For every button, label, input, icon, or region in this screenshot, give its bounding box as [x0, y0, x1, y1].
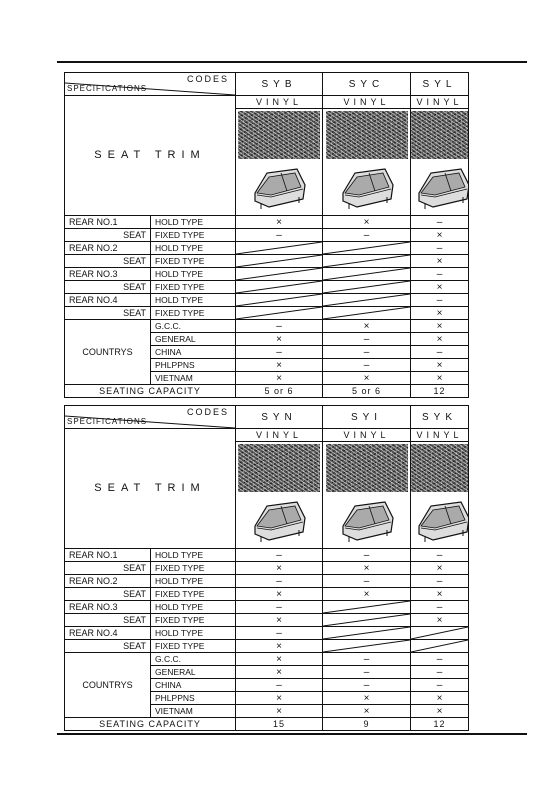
- seating-capacity-value: 12: [411, 718, 469, 731]
- rear-group-label: REAR NO.1: [65, 549, 151, 562]
- country-label: CHINA: [151, 679, 236, 692]
- country-label: G.C.C.: [151, 320, 236, 333]
- seating-capacity-value: 5 or 6: [236, 385, 323, 398]
- value-cell: –: [411, 549, 469, 562]
- hold-type-label: HOLD TYPE: [151, 294, 236, 307]
- not-applicable-cell: [236, 281, 323, 294]
- value-cell: ×: [236, 216, 323, 229]
- fixed-type-label: FIXED TYPE: [151, 255, 236, 268]
- value-cell: ×: [411, 562, 469, 575]
- trim-sample-cell: [411, 429, 469, 549]
- seating-capacity-value: 9: [323, 718, 411, 731]
- value-cell: ×: [236, 333, 323, 346]
- hold-type-label: HOLD TYPE: [151, 268, 236, 281]
- fixed-type-label: FIXED TYPE: [151, 614, 236, 627]
- value-cell: –: [236, 627, 323, 640]
- value-cell: ×: [323, 372, 411, 385]
- codes-specifications-header: [65, 73, 236, 96]
- fixed-type-label: FIXED TYPE: [151, 307, 236, 320]
- value-cell: ×: [411, 372, 469, 385]
- seating-capacity-label: SEATING CAPACITY: [65, 718, 236, 731]
- seat-label: SEAT: [65, 588, 151, 601]
- rear-group-label: REAR NO.3: [65, 268, 151, 281]
- not-applicable-cell: [323, 281, 411, 294]
- seat-label: SEAT: [65, 229, 151, 242]
- value-cell: ×: [411, 588, 469, 601]
- hold-type-label: HOLD TYPE: [151, 242, 236, 255]
- country-label: GENERAL: [151, 333, 236, 346]
- not-applicable-cell: [236, 268, 323, 281]
- value-cell: –: [236, 320, 323, 333]
- value-cell: –: [411, 601, 469, 614]
- not-applicable-cell: [236, 242, 323, 255]
- country-label: GENERAL: [151, 666, 236, 679]
- code-header: SYB: [236, 73, 323, 96]
- hold-type-label: HOLD TYPE: [151, 216, 236, 229]
- spec-table-1: [64, 72, 469, 398]
- value-cell: ×: [323, 692, 411, 705]
- value-cell: –: [323, 549, 411, 562]
- specifications-label: SPECIFICATIONS: [67, 84, 148, 93]
- rear-group-label: REAR NO.4: [65, 294, 151, 307]
- value-cell: –: [411, 679, 469, 692]
- trim-sample-cell: [411, 96, 469, 216]
- fixed-type-label: FIXED TYPE: [151, 562, 236, 575]
- country-label: G.C.C.: [151, 653, 236, 666]
- rear-group-label: REAR NO.2: [65, 242, 151, 255]
- countrys-label: COUNTRYS: [65, 653, 151, 718]
- codes-label: CODES: [186, 407, 229, 417]
- not-applicable-cell: [323, 294, 411, 307]
- material-label: VINYL: [236, 96, 322, 109]
- vinyl-texture-swatch: [411, 444, 469, 492]
- fixed-type-label: FIXED TYPE: [151, 281, 236, 294]
- seat-illustration-icon: [335, 163, 399, 213]
- value-cell: –: [323, 653, 411, 666]
- value-cell: ×: [323, 320, 411, 333]
- value-cell: ×: [411, 692, 469, 705]
- value-cell: –: [236, 229, 323, 242]
- value-cell: ×: [236, 705, 323, 718]
- value-cell: ×: [236, 562, 323, 575]
- value-cell: ×: [236, 653, 323, 666]
- value-cell: ×: [411, 333, 469, 346]
- seat-label: SEAT: [65, 640, 151, 653]
- hold-type-label: HOLD TYPE: [151, 549, 236, 562]
- fixed-type-label: FIXED TYPE: [151, 588, 236, 601]
- fixed-type-label: FIXED TYPE: [151, 229, 236, 242]
- value-cell: –: [236, 549, 323, 562]
- rear-group-label: REAR NO.2: [65, 575, 151, 588]
- hold-type-label: HOLD TYPE: [151, 601, 236, 614]
- vinyl-texture-swatch: [411, 111, 469, 159]
- seating-capacity-value: 12: [411, 385, 469, 398]
- specifications-label: SPECIFICATIONS: [67, 417, 148, 426]
- value-cell: ×: [411, 359, 469, 372]
- country-label: PHLPPNS: [151, 359, 236, 372]
- material-label: VINYL: [323, 96, 410, 109]
- value-cell: –: [411, 294, 469, 307]
- not-applicable-cell: [411, 627, 469, 640]
- value-cell: ×: [323, 588, 411, 601]
- value-cell: –: [411, 666, 469, 679]
- not-applicable-cell: [236, 255, 323, 268]
- seat-label: SEAT: [65, 255, 151, 268]
- value-cell: –: [323, 575, 411, 588]
- country-label: PHLPPNS: [151, 692, 236, 705]
- value-cell: ×: [411, 281, 469, 294]
- seat-label: SEAT: [65, 307, 151, 320]
- value-cell: ×: [411, 320, 469, 333]
- value-cell: –: [411, 242, 469, 255]
- rear-group-label: REAR NO.3: [65, 601, 151, 614]
- value-cell: ×: [236, 359, 323, 372]
- not-applicable-cell: [323, 601, 411, 614]
- seating-capacity-value: 15: [236, 718, 323, 731]
- country-label: VIETNAM: [151, 372, 236, 385]
- code-header: SYN: [236, 406, 323, 429]
- code-header: SYL: [411, 73, 469, 96]
- value-cell: –: [323, 333, 411, 346]
- value-cell: –: [323, 359, 411, 372]
- seat-label: SEAT: [65, 614, 151, 627]
- code-header: SYC: [323, 73, 411, 96]
- value-cell: –: [411, 268, 469, 281]
- seat-illustration-icon: [247, 496, 311, 546]
- trim-sample-cell: [236, 429, 323, 549]
- not-applicable-cell: [323, 268, 411, 281]
- value-cell: ×: [411, 705, 469, 718]
- value-cell: ×: [323, 562, 411, 575]
- value-cell: ×: [323, 705, 411, 718]
- spec-table-2: [64, 405, 469, 731]
- value-cell: –: [411, 653, 469, 666]
- fixed-type-label: FIXED TYPE: [151, 640, 236, 653]
- codes-label: CODES: [186, 74, 229, 84]
- value-cell: ×: [411, 229, 469, 242]
- value-cell: ×: [236, 372, 323, 385]
- value-cell: ×: [236, 640, 323, 653]
- trim-sample-cell: [323, 429, 411, 549]
- rear-group-label: REAR NO.4: [65, 627, 151, 640]
- hold-type-label: HOLD TYPE: [151, 575, 236, 588]
- not-applicable-cell: [323, 242, 411, 255]
- seat-trim-label: SEAT TRIM: [65, 96, 236, 216]
- value-cell: ×: [236, 588, 323, 601]
- value-cell: –: [411, 346, 469, 359]
- value-cell: ×: [236, 692, 323, 705]
- seating-capacity-label: SEATING CAPACITY: [65, 385, 236, 398]
- countrys-label: COUNTRYS: [65, 320, 151, 385]
- seat-trim-label: SEAT TRIM: [65, 429, 236, 549]
- vinyl-texture-swatch: [326, 111, 408, 159]
- hold-type-label: HOLD TYPE: [151, 627, 236, 640]
- code-header: SYI: [323, 406, 411, 429]
- value-cell: –: [236, 346, 323, 359]
- not-applicable-cell: [236, 307, 323, 320]
- value-cell: –: [323, 346, 411, 359]
- seat-illustration-icon: [411, 496, 469, 546]
- rear-group-label: REAR NO.1: [65, 216, 151, 229]
- code-header: SYK: [411, 406, 469, 429]
- top-rule: [57, 61, 527, 63]
- value-cell: –: [411, 216, 469, 229]
- not-applicable-cell: [323, 640, 411, 653]
- value-cell: ×: [236, 666, 323, 679]
- vinyl-texture-swatch: [238, 111, 320, 159]
- not-applicable-cell: [323, 255, 411, 268]
- vinyl-texture-swatch: [238, 444, 320, 492]
- seating-capacity-value: 5 or 6: [323, 385, 411, 398]
- bottom-rule: [57, 733, 527, 735]
- value-cell: ×: [411, 307, 469, 320]
- value-cell: –: [236, 601, 323, 614]
- country-label: VIETNAM: [151, 705, 236, 718]
- trim-sample-cell: [323, 96, 411, 216]
- value-cell: –: [236, 575, 323, 588]
- seat-illustration-icon: [335, 496, 399, 546]
- seat-illustration-icon: [247, 163, 311, 213]
- vinyl-texture-swatch: [326, 444, 408, 492]
- country-label: CHINA: [151, 346, 236, 359]
- codes-specifications-header: [65, 406, 236, 429]
- value-cell: ×: [236, 614, 323, 627]
- value-cell: –: [411, 575, 469, 588]
- not-applicable-cell: [323, 307, 411, 320]
- material-label: VINYL: [323, 429, 410, 442]
- value-cell: –: [323, 229, 411, 242]
- seat-illustration-icon: [411, 163, 469, 213]
- trim-sample-cell: [236, 96, 323, 216]
- seat-label: SEAT: [65, 562, 151, 575]
- material-label: VINYL: [411, 429, 468, 442]
- seat-label: SEAT: [65, 281, 151, 294]
- not-applicable-cell: [323, 627, 411, 640]
- material-label: VINYL: [236, 429, 322, 442]
- not-applicable-cell: [236, 294, 323, 307]
- value-cell: –: [323, 666, 411, 679]
- value-cell: ×: [411, 614, 469, 627]
- value-cell: ×: [323, 216, 411, 229]
- not-applicable-cell: [323, 614, 411, 627]
- value-cell: ×: [411, 255, 469, 268]
- not-applicable-cell: [411, 640, 469, 653]
- value-cell: –: [236, 679, 323, 692]
- material-label: VINYL: [411, 96, 468, 109]
- value-cell: –: [323, 679, 411, 692]
